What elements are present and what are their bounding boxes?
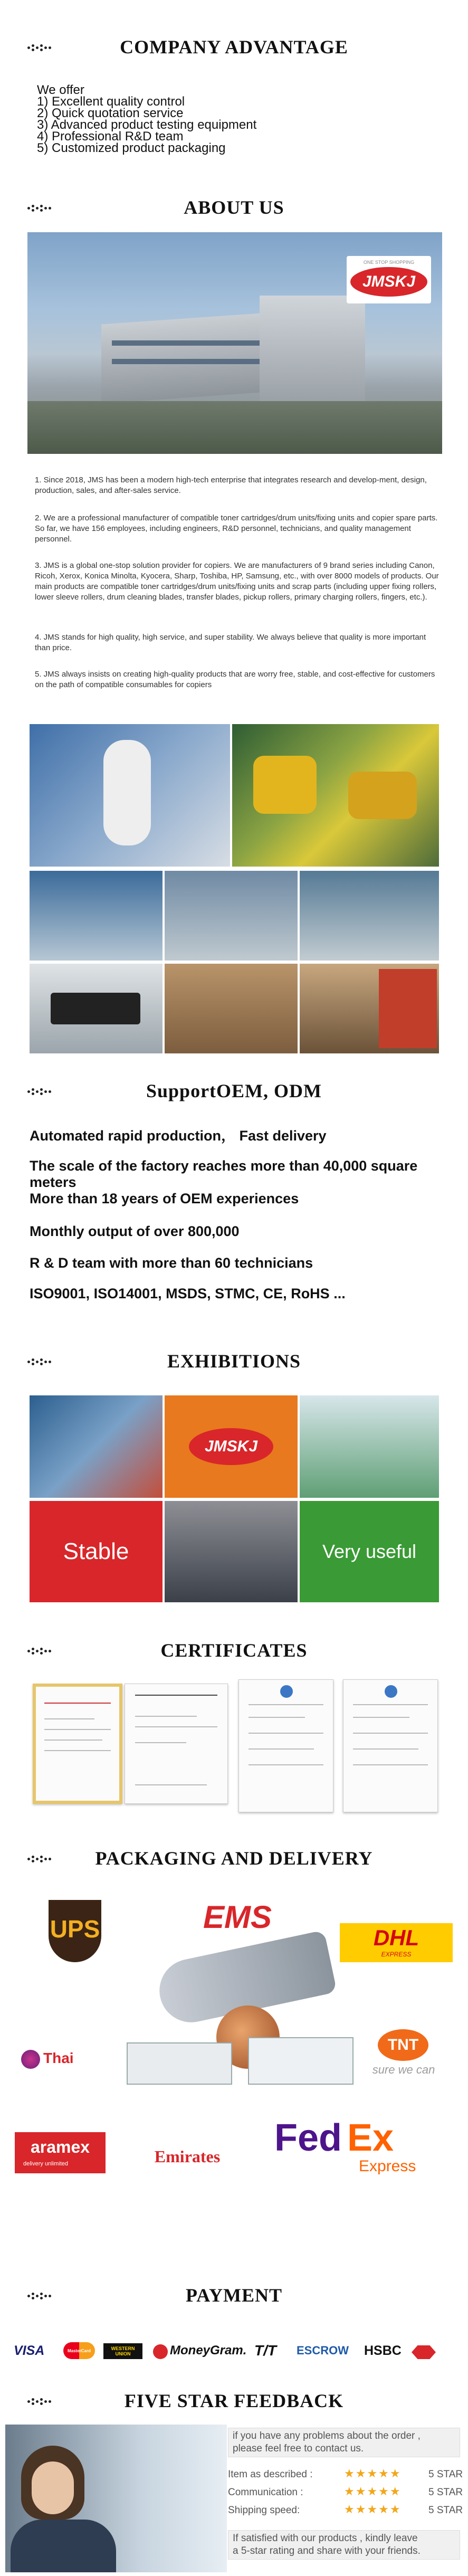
section-title: ABOUT US: [184, 197, 284, 218]
mastercard-logo: MasterCard: [63, 2342, 95, 2359]
section-title: PAYMENT: [185, 2285, 282, 2306]
feedback-outro-box: If satisfied with our products , kindly leave a 5-star rating and share with your friends.: [228, 2530, 460, 2560]
section-title: CERTIFICATES: [160, 1640, 308, 1661]
section-header-packaging: [0, 1844, 468, 1876]
moneygram-logo: MoneyGram.: [170, 2343, 247, 2358]
section-header-advantage: [0, 33, 468, 64]
very-useful-tile: [300, 1501, 439, 1602]
warehouse-photo-1: [30, 871, 163, 961]
rating-row: [228, 2487, 465, 2498]
sign-subtitle: ONE STOP SHOPPING: [363, 260, 415, 265]
rating-row: [228, 2469, 465, 2480]
robot-arm-photo: [30, 724, 230, 867]
customer-service-photo: [5, 2425, 227, 2572]
rating-value: 5 STAR: [428, 2487, 463, 2498]
about-paragraph: 5. JMS always insists on creating high-quality products that are worry free, stable, and cost-effective for customers on the path of compatible consumables for copiers: [35, 670, 435, 689]
section-title: PACKAGING AND DELIVERY: [95, 1848, 373, 1869]
moneygram-icon: [153, 2344, 168, 2359]
about-paragraph: 1. Since 2018, JMS has been a modern high-tech enterprise that integrates research and develop-ment, design, production, sales, and after-sales service.: [35, 476, 427, 495]
support-line: Automated rapid production， Fast delivery: [30, 1128, 327, 1144]
section-header-certificates: [0, 1636, 468, 1668]
ups-logo: UPS: [49, 1900, 101, 1962]
list-item: 4) Professional R&D team: [37, 129, 184, 144]
list-item: 3) Advanced product testing equipment: [37, 118, 257, 132]
section-title: SupportOEM, ODM: [146, 1080, 322, 1101]
truck-right-illustration: [248, 2037, 354, 2085]
warehouse-photo-2: [165, 871, 298, 961]
feedback-intro-box: if you have any problems about the order , please feel free to contact us.: [228, 2428, 460, 2457]
stable-label: Stable: [63, 1538, 129, 1564]
hsbc-hexagon-icon: [412, 2345, 436, 2359]
truck-left-illustration: [127, 2042, 232, 2085]
five-stars-icon: ★★★★★: [344, 2503, 402, 2516]
escrow-logo: ESCROW: [297, 2344, 349, 2357]
toner-cartridge-photo: [30, 964, 163, 1053]
list-item: 2) Quick quotation service: [37, 106, 184, 120]
certificate-3: [238, 1679, 333, 1812]
certificate-4: [343, 1679, 438, 1812]
emirates-logo: Emirates: [154, 2147, 221, 2166]
warehouse-photo-3: [300, 871, 439, 961]
factory-photo: [27, 232, 442, 454]
jmskj-logo: JMSKJ: [189, 1428, 273, 1465]
assembly-line-photo: [232, 724, 439, 867]
tt-logo: T/T: [254, 2342, 276, 2359]
very-useful-label: Very useful: [322, 1541, 417, 1562]
about-paragraph: 2. We are a professional manufacturer of compatible toner cartridges/drum units/fixing units and copier spare parts. So far, we have 156 employees, including engineers, R&D personnel, technicians, and quality management personnel.: [35, 514, 438, 544]
support-line: More than 18 years of OEM experiences: [30, 1191, 299, 1206]
exhibition-photo-1: [30, 1395, 163, 1498]
five-stars-icon: ★★★★★: [344, 2467, 402, 2480]
loading-container-photo: [300, 964, 439, 1053]
ems-logo: EMS: [203, 1899, 272, 1935]
aramex-logo: aramex delivery unlimited: [15, 2132, 106, 2173]
exhibition-photo-2: [300, 1395, 439, 1498]
exhibition-brand-tile: [165, 1395, 298, 1498]
rating-label: Item as described :: [228, 2469, 313, 2480]
rating-label: Shipping speed:: [228, 2505, 300, 2516]
exhibition-photo-3: [165, 1501, 298, 1602]
thai-logo: Thai: [21, 2047, 100, 2070]
advantage-list: [37, 84, 406, 154]
section-title: EXHIBITIONS: [167, 1351, 301, 1372]
support-line: R & D team with more than 60 technicians: [30, 1255, 313, 1271]
rating-label: Communication :: [228, 2487, 303, 2498]
tnt-logo: TNT sure we can: [364, 2029, 443, 2087]
about-paragraph: 3. JMS is a global one-stop solution provider for copiers. We are manufacturers of 9 brand series including Canon, Ricoh, Xerox, Konica Minolta, Kyocera, Sharp, Toshiba, HP, Samsung, etc., with over 8000 models of products. Our main products are compatible toner cartridges/drum units/fixing units and scrap parts (including upper fixing rollers, lower sleeve rollers, drum cleaning blades, transfer blades, pickup rollers, primary charging rollers, fingers, etc.).: [35, 561, 439, 602]
rating-value: 5 STAR: [428, 2505, 463, 2516]
section-header-support: [0, 1077, 468, 1108]
rating-value: 5 STAR: [428, 2469, 463, 2480]
section-title: FIVE STAR FEEDBACK: [124, 2390, 344, 2411]
five-stars-icon: ★★★★★: [344, 2485, 402, 2498]
hsbc-logo: HSBC: [364, 2343, 402, 2358]
section-header-payment: [0, 2281, 468, 2313]
about-paragraph: 4. JMS stands for high quality, high service, and super stability. We always believe that quality is more important than price.: [35, 633, 426, 652]
section-header-feedback: [0, 2387, 468, 2418]
section-header-exhibitions: [0, 1347, 468, 1379]
western-union-logo: WESTERN UNION: [103, 2343, 142, 2359]
support-line: Monthly output of over 800,000: [30, 1223, 240, 1239]
jmskj-logo: JMSKJ: [350, 267, 427, 297]
certificate-2: [125, 1684, 228, 1804]
list-item: 5) Customized product packaging: [37, 141, 226, 155]
fedex-logo: Fed Ex Express: [274, 2117, 416, 2175]
certificate-1: [33, 1684, 122, 1804]
packed-boxes-photo: [165, 964, 298, 1053]
stable-tile: [30, 1501, 163, 1602]
rating-row: [228, 2505, 465, 2516]
list-item: 1) Excellent quality control: [37, 94, 185, 109]
list-item: We offer: [37, 83, 84, 97]
support-line: ISO9001, ISO14001, MSDS, STMC, CE, RoHS ...: [30, 1286, 346, 1301]
dhl-logo: DHL EXPRESS: [340, 1923, 453, 1962]
support-line: The scale of the factory reaches more than 40,000 square meters: [30, 1158, 418, 1190]
section-header-about: [0, 193, 468, 225]
visa-logo: VISA: [14, 2343, 45, 2358]
section-title: COMPANY ADVANTAGE: [120, 36, 348, 58]
